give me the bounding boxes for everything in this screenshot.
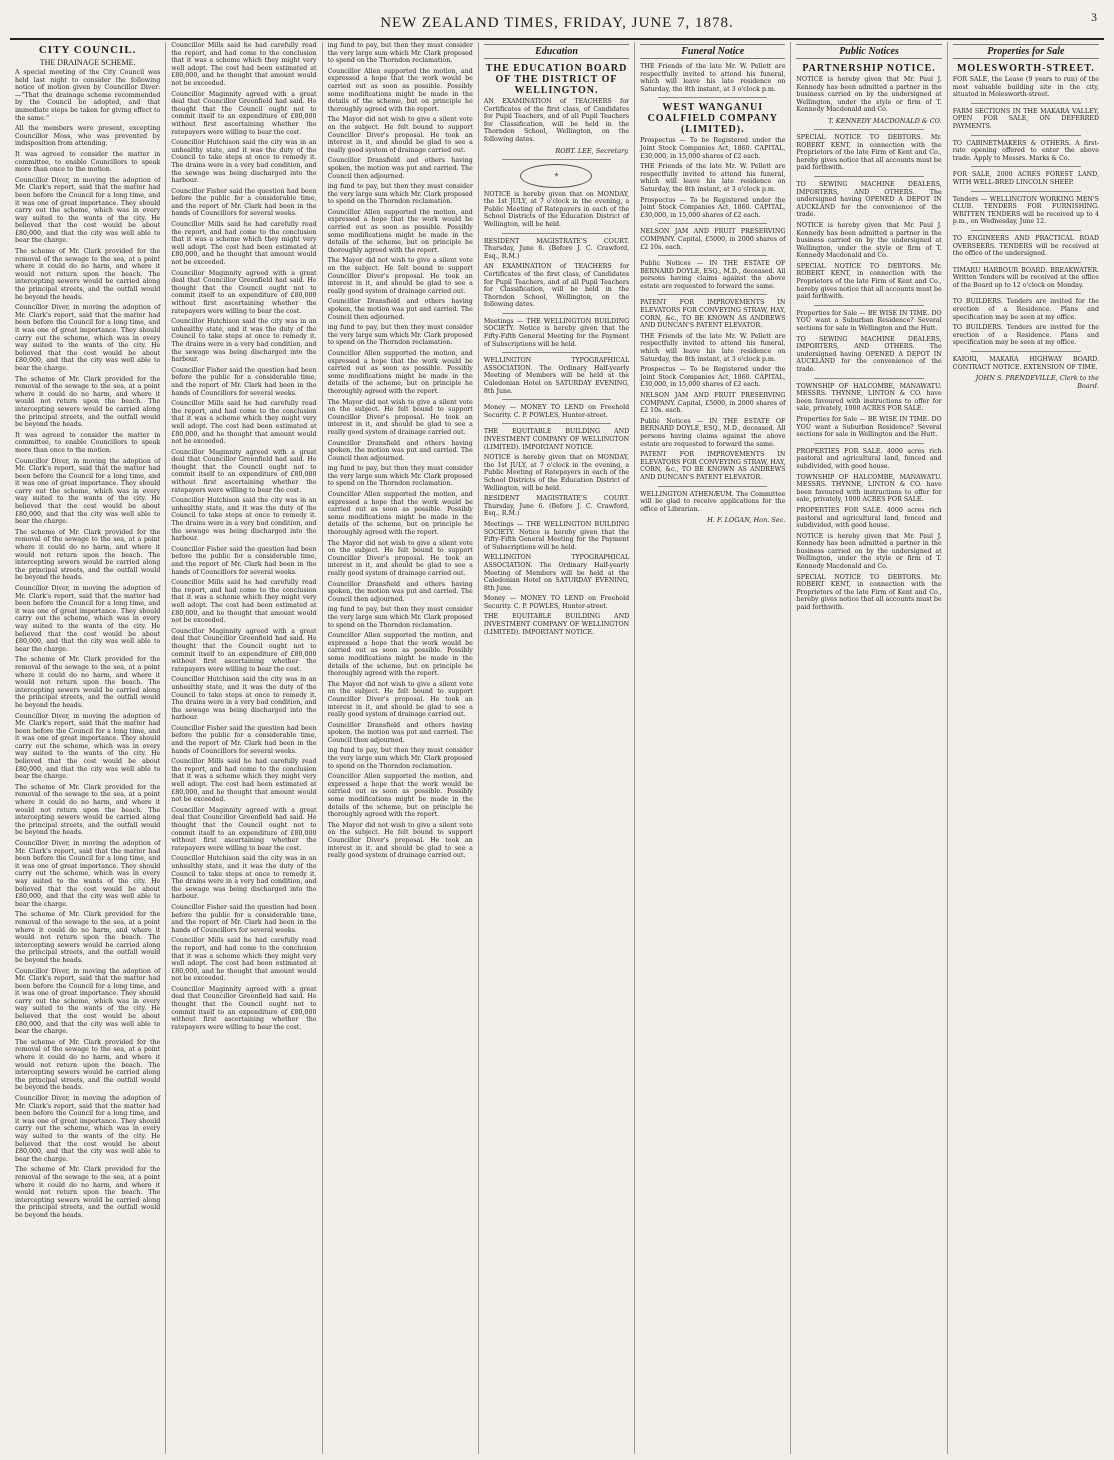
article-paragraph: Councillor Maginnity agreed with a great deal that Councillor Greenfield had said. He thought that the Council ought not to commit itself to an expenditure of £80,000 without first ascertaining whether the ratepayers were willing to bear the cost. — [171, 269, 317, 315]
column-4 — [479, 42, 635, 1454]
article-paragraph: Councillor Diver, in moving the adoption of Mr. Clark's report, said that the matter had been before the Council for a long time, and it was one of great importance. They should carry out the scheme, which was in every way suited to the wants of the city. He believed that the cost would be about £80,000, and that the city was well able to bear the charge. — [15, 585, 161, 653]
divider — [971, 351, 1081, 352]
column-3 — [323, 42, 479, 1454]
article-paragraph: Councillor Dransfield and others having spoken, the motion was put and carried. The Council then adjourned. — [327, 721, 473, 744]
ad-paragraph: PATENT FOR IMPROVEMENTS IN ELEVATORS FOR CONVEYING STRAW, HAY, CORN, &c., TO BE KNOWN AS ANDREWS AND DUNCAN'S PATENT ELEVATOR. — [640, 451, 786, 481]
ad-paragraph: TOWNSHIP OF HALCOMBE, MANAWATU. MESSRS. THYNNE, LINTON & CO. have been favoured with instructions to offer for sale, privately, 1000 ACRES FOR SALE. — [796, 473, 942, 504]
ad-paragraph: PATENT FOR IMPROVEMENTS IN ELEVATORS FOR CONVEYING STRAW, HAY, CORN, &c., TO BE KNOWN AS ANDREWS AND DUNCAN'S PATENT ELEVATOR. — [640, 299, 786, 330]
divider — [502, 352, 611, 353]
ad-paragraph: RESIDENT MAGISTRATE'S COURT. Thursday, June 6. (Before J. C. Crawford, Esq., R.M.) — [483, 495, 630, 518]
ad-paragraph: NELSON JAM AND FRUIT PRESERVING COMPANY. Capital, £5000, in 2000 shares of £2 10s. each. — [640, 392, 786, 415]
article-paragraph: Councillor Fisher said the question had been before the public for a considerable time, and the report of Mr. Clark had been in the hands of Councillors for several weeks. — [171, 545, 317, 576]
ad-title: PARTNERSHIP NOTICE. — [802, 63, 936, 74]
article-paragraph: Councillor Dransfield and others having spoken, the motion was put and carried. The Council then adjourned. — [327, 439, 473, 462]
ad-paragraph: Prospectus — To be Registered under the Joint Stock Companies Act, 1860. CAPITAL, £30,000, in 15,000 shares of £2 each. — [640, 196, 786, 219]
ad-paragraph: Public Notices — IN THE ESTATE OF BERNARD DOYLE, ESQ., M.D., deceased. All persons having claims against the above estate are requested to forward the same. — [640, 260, 786, 290]
article-paragraph: The Mayor did not wish to give a silent vote on the subject. He felt bound to support Councillor Diver's proposal. He took an interest in it, and should be glad to see a really good system of drainage carried out. — [327, 257, 473, 295]
ad-paragraph: TIMARU HARBOUR BOARD. BREAKWATER. Written Tenders will be received at the office of the Board up to 12 o'clock on Monday. — [952, 266, 1099, 289]
article-paragraph: Councillor Allen supported the motion, and expressed a hope that the work would be carried out as soon as possible. Possibly some modifications might be made in the details of the scheme, but on principle he thoroughly agreed with the report. — [327, 208, 473, 254]
article-paragraph: Councillor Allen supported the motion, and expressed a hope that the work would be carried out as soon as possible. Possibly some modifications might be made in the details of the scheme, but on principle he thoroughly agreed with the report. — [327, 773, 473, 819]
article-paragraph: Councillor Maginnity agreed with a great deal that Councillor Greenfield had said. He thought that the Council ought not to commit itself to an expenditure of £80,000 without first ascertaining whether the ratepayers were willing to bear the cost. — [171, 627, 317, 673]
ad-paragraph: THE Friends of the late Mr. W. Pellett are respectfully invited to attend his funeral, which will leave his late residence on Saturday, the 8th instant, at 3 o'clock p.m. — [640, 163, 786, 193]
article-paragraph: Councillor Mills said he had carefully read the report, and had come to the conclusion that it was a scheme which they might very well adopt. The cost had been estimated at £80,000, and he thought that amount would not be exceeded. — [171, 579, 317, 625]
article-paragraph: Councillor Maginnity agreed with a great deal that Councillor Greenfield had said. He thought that the Council ought not to commit itself to an expenditure of £80,000 without first ascertaining whether the ratepayers were willing to bear the cost. — [171, 448, 317, 494]
article-paragraph: Councillor Diver, in moving the adoption of Mr. Clark's report, said that the matter had been before the Council for a long time, and it was one of great importance. They should carry out the scheme, which was in every way suited to the wants of the city. He believed that the cost would be about £80,000, and that the city was well able to bear the charge. — [15, 176, 161, 245]
divider — [502, 313, 611, 314]
divider — [814, 305, 923, 306]
masthead-title: NEW ZEALAND TIMES, FRIDAY, JUNE 7, 1878. — [380, 14, 734, 31]
article-paragraph: Councillor Mills said he had carefully read the report, and had come to the conclusion that it was a scheme which they might very well adopt. The cost had been estimated at £80,000, and he thought that amount would not be exceeded. — [171, 937, 317, 983]
ad-paragraph: WELLINGTON ATHENÆUM. The Committee will be glad to receive applications for the office of Librarian. — [640, 490, 786, 513]
ad-paragraph: Properties for Sale — BE WISE IN TIME. DO YOU want a Suburban Residence? Several sections for sale in Wellington and the Hutt. — [796, 415, 942, 439]
ad-paragraph: WELLINGTON TYPOGRAPHICAL ASSOCIATION. The Ordinary Half-yearly Meeting of Members will be held at the Caledonian Hotel on SATURDAY EVENING, 8th June. — [483, 554, 630, 592]
ad-paragraph: Tenders — WELLINGTON WORKING MEN'S CLUB. TENDERS FOR FURNISHING. WRITTEN TENDERS will be received up to 4 p.m., on Wednesday, June 12. — [952, 195, 1099, 226]
article-paragraph: The scheme of Mr. Clark provided for the removal of the sewage to the sea, at a point where it could do no harm, and where it would not return upon the beach. The intercepting sewers would be carried along the principal streets, and the outfall would be beyond the heads. — [15, 911, 161, 964]
divider — [502, 159, 611, 160]
article-paragraph: A special meeting of the City Council was held last night to consider the following notice of motion given by Councillor Diver:—“That the drainage scheme recommended by the Council be adopted, and that immediate steps be taken for giving effect to the same.” — [15, 69, 161, 122]
ad-paragraph: KAIORI, MAKARA HIGHWAY BOARD. CONTRACT NOTICE. EXTENSION OF TIME. — [952, 356, 1099, 371]
ad-title: MOLESWORTH-STREET. — [956, 63, 1095, 74]
column-2 — [166, 42, 322, 1454]
section-heading-education: Education — [484, 44, 629, 59]
ad-paragraph: FOR SALE, 2000 ACRES FOREST LAND, WITH WELL-BRED LINCOLN SHEEP. — [952, 171, 1099, 186]
ad-paragraph: Money — MONEY TO LEND on Freehold Security. C. P. POWLES, Hunter-street. — [483, 595, 630, 610]
article-paragraph: Councillor Diver, in moving the adoption of Mr. Clark's report, said that the matter had been before the Council for a long time, and it was one of great importance. They should carry out the scheme, which was in every way suited to the wants of the city. He believed that the cost would be about £80,000, and that the city was well able to bear the charge. — [15, 967, 161, 1036]
divider — [971, 230, 1081, 231]
divider — [814, 176, 923, 177]
crest-emblem: ⚜ — [520, 164, 592, 188]
columns — [10, 42, 1104, 1454]
article-paragraph: Councillor Fisher said the question had been before the public for a considerable time, and the report of Mr. Clark had been in the hands of Councillors for several weeks. — [171, 187, 317, 218]
ad-paragraph: RESIDENT MAGISTRATE'S COURT. Thursday, June 6. (Before J. C. Crawford, Esq., R.M.) — [483, 237, 630, 260]
article-paragraph: Councillor Diver, in moving the adoption of Mr. Clark's report, said that the matter had been before the Council for a long time, and it was one of great importance. They should carry out the scheme, which was in every way suited to the wants of the city. He believed that the cost would be about £80,000, and that the city was well able to bear the charge. — [15, 712, 161, 781]
article-paragraph: Councillor Hutchison said the city was in an unhealthy state, and it was the duty of the Council to take steps at once to remedy it. The drains were in a very bad condition, and the sewage was being discharged into the harbour. — [171, 497, 317, 543]
ad-paragraph: TOWNSHIP OF HALCOMBE, MANAWATU. MESSRS. THYNNE, LINTON & CO. have been favoured with instructions to offer for sale, privately, 1000 ACRES FOR SALE. — [796, 382, 942, 413]
article-paragraph: Councillor Mills said he had carefully read the report, and had come to the conclusion that it was a scheme which they might very well adopt. The cost had been estimated at £80,000, and he thought that amount would not be exceeded. — [171, 42, 317, 87]
ad-paragraph: TO BUILDERS. Tenders are invited for the erection of a Residence. Plans and specification may be seen at my office. — [952, 298, 1099, 321]
article-paragraph: ing fund to pay, but then they must consider the very large sum which Mr. Clark proposed to spend on the Thorndon reclamation. — [327, 747, 473, 770]
ad-signature: ROBT. LEE, Secretary. — [555, 146, 630, 155]
ad-paragraph: TO BUILDERS. Tenders are invited for the erection of a Residence. Plans and specification may be seen at my office. — [952, 324, 1099, 347]
column-6 — [791, 42, 947, 1454]
article-paragraph: It was agreed to consider the matter in committee, to enable Councillors to speak more than once to the motion. — [15, 431, 161, 454]
article-paragraph: Councillor Dransfield and others having spoken, the motion was put and carried. The Council then adjourned. — [327, 157, 473, 180]
divider — [658, 294, 767, 295]
divider — [971, 135, 1081, 136]
article-paragraph: ing fund to pay, but then they must consider the very large sum which Mr. Clark proposed to spend on the Thorndon reclamation. — [327, 183, 473, 206]
article-paragraph: All the members were present, excepting Councillor Moss, who was prevented by indisposition from attending. — [15, 125, 161, 148]
ad-paragraph: THE Friends of the late Mr. W. Pellett are respectfully invited to attend his funeral, which will leave his late residence on Saturday, the 8th instant, at 3 o'clock p.m. — [640, 332, 786, 363]
ad-paragraph: PROPERTIES FOR SALE. 4000 acres rich pastoral and agricultural land, fenced and subdivided, with good house. — [796, 447, 942, 470]
ad-paragraph: NOTICE is hereby given that Mr. Paul J. Kennedy has been admitted a partner in the business carried on by the undersigned at Wellington, under the style or firm of T. Kennedy Macdonald and Co. — [796, 221, 942, 260]
ad-paragraph: WELLINGTON TYPOGRAPHICAL ASSOCIATION. The Ordinary Half-yearly Meeting of Members will be held at the Caledonian Hotel on SATURDAY EVENING, 8th June. — [483, 357, 630, 395]
article-paragraph: Councillor Maginnity agreed with a great deal that Councillor Greenfield had said. He thought that the Council ought not to commit itself to an expenditure of £80,000 without first ascertaining whether the ratepayers were willing to bear the cost. — [171, 90, 317, 136]
article-paragraph: Councillor Dransfield and others having spoken, the motion was put and carried. The Council then adjourned. — [327, 580, 473, 603]
ad-paragraph: Public Notices — IN THE ESTATE OF BERNARD DOYLE, ESQ., M.D., deceased. All persons having claims against the above estate are requested to forward the same. — [640, 417, 786, 448]
divider — [971, 103, 1081, 104]
article-paragraph: Councillor Hutchison said the city was in an unhealthy state, and it was the duty of the Council to take steps at once to remedy it. The drains were in a very bad condition, and the sewage was being discharged into the harbour. — [171, 139, 317, 185]
article-paragraph: The scheme of Mr. Clark provided for the removal of the sewage to the sea, at a point where it could do no harm, and where it would not return upon the beach. The intercepting sewers would be carried along the principal streets, and the outfall would be beyond the heads. — [15, 375, 161, 429]
divider — [814, 129, 923, 130]
article-paragraph: The scheme of Mr. Clark provided for the removal of the sewage to the sea, at a point where it could do no harm, and where it would not return upon the beach. The intercepting sewers would be carried along the principal streets, and the outfall would be beyond the heads. — [15, 248, 161, 301]
article-paragraph: The Mayor did not wish to give a silent vote on the subject. He felt bound to support Councillor Diver's proposal. He took an interest in it, and should be glad to see a really good system of drainage carried out. — [327, 116, 473, 154]
ad-title: THE EDUCATION BOARD OF THE DISTRICT OF WELLINGTON. — [485, 63, 628, 96]
section-heading-properties: Properties for Sale — [953, 44, 1099, 59]
ad-paragraph: Money — MONEY TO LEND on Freehold Security. C. P. POWLES, Hunter-street. — [483, 404, 630, 419]
ad-paragraph: THE EQUITABLE BUILDING AND INVESTMENT COMPANY OF WELLINGTON (LIMITED). IMPORTANT NOTICE. — [483, 613, 630, 636]
ad-paragraph: Prospectus — To be Registered under the Joint Stock Companies Act, 1860. CAPITAL, £30,000, in 15,000 shares of £2 each. — [640, 366, 786, 389]
article-paragraph: Councillor Allen supported the motion, and expressed a hope that the work would be carried out as soon as possible. Possibly some modifications might be made in the details of the scheme, but on principle he thoroughly agreed with the report. — [327, 491, 473, 537]
column-5 — [635, 42, 791, 1454]
divider — [502, 399, 611, 400]
article-paragraph: Councillor Diver, in moving the adoption of Mr. Clark's report, said that the matter had been before the Council for a long time, and it was one of great importance. They should carry out the scheme, which was in every way suited to the wants of the city. He believed that the cost would be about £80,000, and that the city was well able to bear the charge. — [15, 304, 161, 372]
article-paragraph: Councillor Allen supported the motion, and expressed a hope that the work would be carried out as soon as possible. Possibly some modifications might be made in the details of the scheme, but on principle he thoroughly agreed with the report. — [327, 349, 473, 395]
divider — [971, 262, 1081, 263]
article-paragraph: The Mayor did not wish to give a silent vote on the subject. He felt bound to support Councillor Diver's proposal. He took an interest in it, and should be glad to see a really good system of drainage carried out. — [327, 398, 473, 436]
article-paragraph: The Mayor did not wish to give a silent vote on the subject. He felt bound to support Councillor Diver's proposal. He took an interest in it, and should be glad to see a really good system of drainage carried out. — [327, 680, 473, 719]
ad-paragraph: Properties for Sale — BE WISE IN TIME. DO YOU want a Suburban Residence? Several sections for sale in Wellington and the Hutt. — [796, 309, 942, 333]
ad-paragraph: NOTICE is hereby given that Mr. Paul J. Kennedy has been admitted a partner in the business carried on by the undersigned at Wellington, under the style or firm of T. Kennedy Macdonald and Co. — [796, 532, 942, 571]
ad-paragraph: FOR SALE, the Lease (9 years to run) of the most valuable building site in the city, situated in Molesworth-street. — [952, 76, 1099, 99]
article-paragraph: Councillor Hutchison said the city was in an unhealthy state, and it was the duty of the Council to take steps at once to remedy it. The drains were in a very bad condition, and the sewage was being discharged into the harbour. — [171, 318, 317, 364]
ad-paragraph: TO CABINETMAKERS & OTHERS. A first-rate opening offered to enter the above trade. Apply to Messrs. Marks & Co. — [952, 139, 1099, 162]
article-paragraph: Councillor Fisher said the question had been before the public for a considerable time, and the report of Mr. Clark had been in the hands of Councillors for several weeks. — [171, 366, 317, 397]
ad-paragraph: Meetings — THE WELLINGTON BUILDING SOCIETY. Notice is hereby given that the Fifty-Fifth General Meeting for the Payment of Subscriptions will be held. — [483, 317, 630, 348]
column-1-subheading: THE DRAINAGE SCHEME. — [39, 58, 136, 67]
section-heading-funeral: Funeral Notice — [640, 44, 785, 59]
article-paragraph: It was agreed to consider the matter in committee, to enable Councillors to speak more than once to the motion. — [15, 150, 161, 174]
ad-paragraph: FARM SECTIONS IN THE MAKARA VALLEY, OPEN FOR SALE, ON DEFERRED PAYMENTS. — [952, 107, 1099, 130]
ad-paragraph: SPECIAL NOTICE TO DEBTORS. Mr. ROBERT KENT, in connection with the Proprietors of the late Firm of Kent and Co., hereby gives notice that all accounts must be paid forthwith. — [796, 133, 942, 172]
page-number: 3 — [1091, 10, 1098, 24]
divider — [658, 486, 767, 487]
divider — [971, 293, 1081, 294]
ad-paragraph: AN EXAMINATION of TEACHERS for Certificates of the first class, of Candidates for Pupil Teachers, and of all Pupil Teachers for Classification, will be held in the Thorndon School, Wellington, on the following dates. — [483, 98, 630, 143]
divider — [502, 423, 611, 424]
article-paragraph: ing fund to pay, but then they must consider the very large sum which Mr. Clark proposed to spend on the Thorndon reclamation. — [327, 465, 473, 488]
ad-paragraph: SPECIAL NOTICE TO DEBTORS. Mr. ROBERT KENT, in connection with the Proprietors of the late Firm of Kent and Co., hereby gives notice that all accounts must be paid forthwith. — [796, 262, 942, 301]
ad-title: WEST WANGANUI COALFIELD COMPANY (LIMITED). — [647, 102, 778, 136]
divider — [971, 166, 1081, 167]
section-heading-public-notices: Public Notices — [796, 44, 941, 59]
ad-signature: H. F. LOGAN, Hon. Sec. — [707, 516, 786, 525]
ad-paragraph: SPECIAL NOTICE TO DEBTORS. Mr. ROBERT KENT, in connection with the Proprietors of the late Firm of Kent and Co., hereby gives notice that all accounts must be paid forthwith. — [796, 573, 942, 612]
article-paragraph: Councillor Maginnity agreed with a great deal that Councillor Greenfield had said. He thought that the Council ought not to commit itself to an expenditure of £80,000 without first ascertaining whether the ratepayers were willing to bear the cost. — [171, 806, 317, 852]
divider — [658, 255, 767, 256]
article-paragraph: Councillor Diver, in moving the adoption of Mr. Clark's report, said that the matter had been before the Council for a long time, and it was one of great importance. They should carry out the scheme, which was in every way suited to the wants of the city. He believed that the cost would be about £80,000, and that the city was well able to bear the charge. — [15, 1095, 161, 1163]
divider — [658, 97, 767, 98]
ad-paragraph: THE EQUITABLE BUILDING AND INVESTMENT COMPANY OF WELLINGTON (LIMITED). IMPORTANT NOTICE. — [483, 428, 630, 451]
ad-paragraph: NELSON JAM AND FRUIT PRESERVING COMPANY. Capital, £5000, in 2000 shares of £2 10s. each. — [640, 228, 786, 251]
column-1 — [10, 42, 166, 1454]
article-paragraph: Councillor Maginnity agreed with a great deal that Councillor Greenfield had said. He thought that the Council ought not to commit itself to an expenditure of £80,000 without first ascertaining whether the ratepayers were willing to bear the cost. — [171, 985, 317, 1031]
article-paragraph: The Mayor did not wish to give a silent vote on the subject. He felt bound to support Councillor Diver's proposal. He took an interest in it, and should be glad to see a really good system of drainage carried out. — [327, 821, 473, 860]
article-paragraph: The scheme of Mr. Clark provided for the removal of the sewage to the sea, at a point where it could do no harm, and where it would not return upon the beach. The intercepting sewers would be carried along the principal streets, and the outfall would be beyond the heads. — [15, 528, 161, 582]
ad-paragraph: NOTICE is hereby given that on MONDAY, the 1st JULY, at 7 o'clock in the evening, a Public Meeting of Ratepayers in each of the School Districts of the Education District of Wellington, will be held. — [483, 190, 630, 228]
article-paragraph: Councillor Mills said he had carefully read the report, and had come to the conclusion that it was a scheme which they might very well adopt. The cost had been estimated at £80,000, and he thought that amount would not be exceeded. — [171, 400, 317, 446]
ad-paragraph: NOTICE is hereby given that Mr. Paul J. Kennedy has been admitted a partner in the business carried on by the undersigned at Wellington, under the style or firm of T. Kennedy Macdonald and Co. — [796, 76, 942, 114]
article-paragraph: ing fund to pay, but then they must consider the very large sum which Mr. Clark proposed to spend on the Thorndon reclamation. — [327, 324, 473, 347]
article-paragraph: ing fund to pay, but then they must consider the very large sum which Mr. Clark proposed to spend on the Thorndon reclamation. — [327, 606, 473, 629]
ad-paragraph: THE Friends of the late Mr. W. Pellett are respectfully invited to attend his funeral, which will leave his late residence on Saturday, the 8th instant, at 3 o'clock p.m. — [640, 63, 786, 93]
ad-paragraph: Prospectus — To be Registered under the Joint Stock Companies Act, 1860. CAPITAL, £30,000, in 15,000 shares of £2 each. — [640, 137, 786, 160]
ad-paragraph: AN EXAMINATION of TEACHERS for Certificates of the first class, of Candidates for Pupil Teachers, and of all Pupil Teachers for Classification, will be held in the Thorndon School, Wellington, on the following dates. — [483, 263, 630, 309]
ad-paragraph: TO SEWING MACHINE DEALERS, IMPORTERS, AND OTHERS. The undersigned having OPENED A DEPOT IN AUCKLAND for the convenience of the trade. — [796, 180, 942, 219]
divider — [658, 223, 767, 224]
article-paragraph: Councillor Dransfield and others having spoken, the motion was put and carried. The Council then adjourned. — [327, 298, 473, 321]
divider — [971, 191, 1081, 192]
article-paragraph: Councillor Hutchison said the city was in an unhealthy state, and it was the duty of the Council to take steps at once to remedy it. The drains were in a very bad condition, and the sewage was being discharged into the harbour. — [171, 676, 317, 722]
article-paragraph: ing fund to pay, but then they must consider the very large sum which Mr. Clark proposed to spend on the Thorndon reclamation. — [327, 42, 473, 65]
article-paragraph: The Mayor did not wish to give a silent vote on the subject. He felt bound to support Councillor Diver's proposal. He took an interest in it, and should be glad to see a really good system of drainage carried out. — [327, 539, 473, 577]
article-paragraph: Councillor Mills said he had carefully read the report, and had come to the conclusion that it was a scheme which they might very well adopt. The cost had been estimated at £80,000, and he thought that amount would not be exceeded. — [171, 221, 317, 267]
masthead — [10, 8, 1104, 40]
divider — [814, 443, 923, 444]
article-paragraph: The scheme of Mr. Clark provided for the removal of the sewage to the sea, at a point where it could do no harm, and where it would not return upon the beach. The intercepting sewers would be carried along the principal streets, and the outfall would be beyond the heads. — [15, 1166, 161, 1219]
column-1-heading: CITY COUNCIL. — [38, 44, 137, 56]
ad-paragraph: TO ENGINEERS AND PRACTICAL ROAD OVERSEERS. TENDERS will be received at the office of the undersigned. — [952, 234, 1099, 258]
article-paragraph: The scheme of Mr. Clark provided for the removal of the sewage to the sea, at a point where it could do no harm, and where it would not return upon the beach. The intercepting sewers would be carried along the principal streets, and the outfall would be beyond the heads. — [15, 783, 161, 837]
column-7 — [948, 42, 1104, 1454]
divider — [814, 378, 923, 379]
article-paragraph: Councillor Allen supported the motion, and expressed a hope that the work would be carried out as soon as possible. Possibly some modifications might be made in the details of the scheme, but on principle he thoroughly agreed with the report. — [327, 632, 473, 678]
article-paragraph: Councillor Hutchison said the city was in an unhealthy state, and it was the duty of the Council to take steps at once to remedy it. The drains were in a very bad condition, and the sewage was being discharged into the harbour. — [171, 855, 317, 901]
article-paragraph: Councillor Mills said he had carefully read the report, and had come to the conclusion that it was a scheme which they might very well adopt. The cost had been estimated at £80,000, and he thought that amount would not be exceeded. — [171, 758, 317, 804]
article-paragraph: Councillor Fisher said the question had been before the public for a considerable time, and the report of Mr. Clark had been in the hands of Councillors for several weeks. — [171, 724, 317, 755]
ad-paragraph: PROPERTIES FOR SALE. 4000 acres rich pastoral and agricultural land, fenced and subdivided, with good house. — [796, 506, 942, 530]
article-paragraph: Councillor Allen supported the motion, and expressed a hope that the work would be carried out as soon as possible. Possibly some modifications might be made in the details of the scheme, but on principle he thoroughly agreed with the report. — [327, 67, 473, 113]
article-paragraph: Councillor Diver, in moving the adoption of Mr. Clark's report, said that the matter had been before the Council for a long time, and it was one of great importance. They should carry out the scheme, which was in every way suited to the wants of the city. He believed that the cost would be about £80,000, and that the city was well able to bear the charge. — [15, 457, 161, 526]
ad-paragraph: NOTICE is hereby given that on MONDAY, the 1st JULY, at 7 o'clock in the evening, a Public Meeting of Ratepayers in each of the School Districts of the Education District of Wellington, will be held. — [483, 454, 630, 492]
article-paragraph: Councillor Diver, in moving the adoption of Mr. Clark's report, said that the matter had been before the Council for a long time, and it was one of great importance. They should carry out the scheme, which was in every way suited to the wants of the city. He believed that the cost would be about £80,000, and that the city was well able to bear the charge. — [15, 840, 161, 908]
ad-paragraph: Meetings — THE WELLINGTON BUILDING SOCIETY. Notice is hereby given that the Fifty-Fifth General Meeting for the Payment of Subscriptions will be held. — [483, 520, 630, 551]
article-paragraph: Councillor Fisher said the question had been before the public for a considerable time, and the report of Mr. Clark had been in the hands of Councillors for several weeks. — [171, 903, 317, 934]
article-paragraph: The scheme of Mr. Clark provided for the removal of the sewage to the sea, at a point where it could do no harm, and where it would not return upon the beach. The intercepting sewers would be carried along the principal streets, and the outfall would be beyond the heads. — [15, 1038, 161, 1092]
article-paragraph: The scheme of Mr. Clark provided for the removal of the sewage to the sea, at a point where it could do no harm, and where it would not return upon the beach. The intercepting sewers would be carried along the principal streets, and the outfall would be beyond the heads. — [15, 656, 161, 709]
ad-paragraph: TO SEWING MACHINE DEALERS, IMPORTERS, AND OTHERS. The undersigned having OPENED A DEPOT IN AUCKLAND for the convenience of the trade. — [796, 335, 942, 373]
divider — [502, 233, 611, 234]
ad-signature: T. KENNEDY MACDONALD & CO. — [828, 116, 942, 125]
ad-signature: JOHN S. PRENDEVILLE, Clerk to the Board. — [975, 374, 1099, 391]
